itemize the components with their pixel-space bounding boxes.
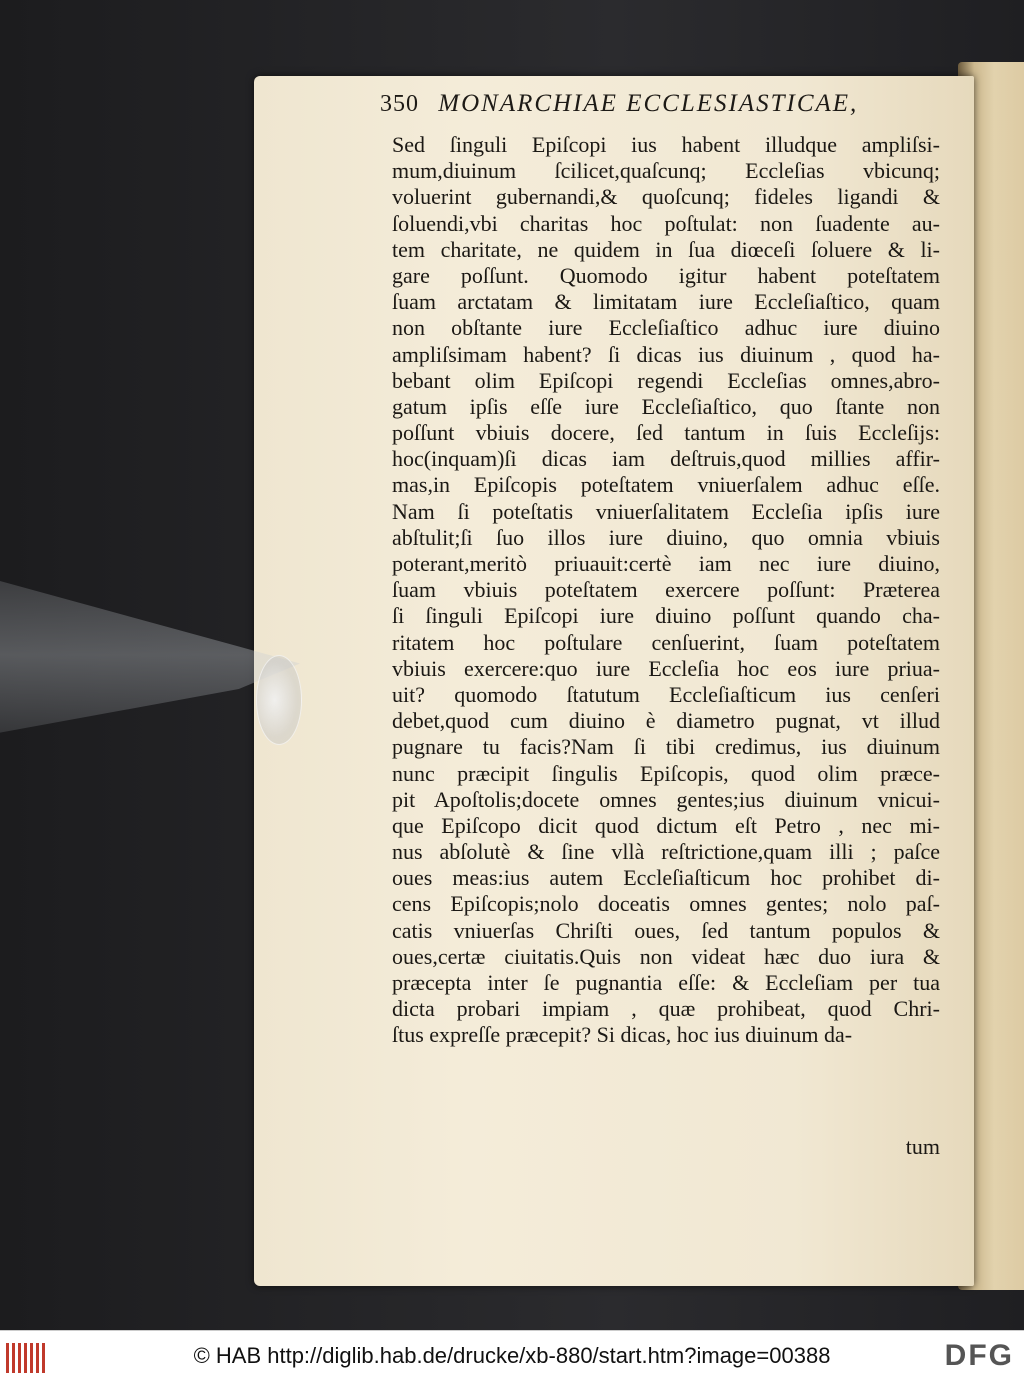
- text-line: bebant olim Epiſcopi regendi Eccleſias omnes,abro-: [392, 367, 940, 393]
- text-line: cens Epiſcopis;nolo doceatis omnes gentes; nolo paſ-: [392, 891, 940, 917]
- catchword: tum: [905, 1134, 940, 1159]
- book-page: [254, 76, 974, 1286]
- text-line: nus abſolutè & ſine vllà reſtrictione,quam illi ; paſce: [392, 839, 940, 865]
- text-line: uit? quomodo ſtatutum Eccleſiaſticum ius cenſeri: [392, 681, 940, 707]
- glass-clamp-tip: [256, 655, 302, 745]
- text-line: præcepta inter ſe pugnantia eſſe: & Eccleſiam per tua: [392, 970, 940, 995]
- text-line: voluerint gubernandi,& quoſcunq; fideles ligandi &: [392, 184, 940, 210]
- text-line: ſi ſinguli Epiſcopi iure diuino poſſunt quando cha-: [392, 603, 940, 629]
- text-line: debet,quod cum diuino è diametro pugnat, vt illud: [392, 708, 940, 734]
- text-line: hoc(inquam)ſi dicas iam deſtruis,quod millies affir-: [392, 446, 940, 472]
- text-line: ſuam arctatam & limitatam iure Eccleſiaſtico, quam: [392, 289, 940, 315]
- text-line: vbiuis exercere:quo iure Eccleſia hoc eos iure priua-: [392, 655, 940, 681]
- page-number: 350: [380, 91, 419, 117]
- text-line: oues,certæ ciuitatis.Quis non videat hæc duo iura &: [392, 943, 940, 969]
- text-line: pit Apoſtolis;docete omnes gentes;ius diuinum vnicui-: [392, 786, 940, 812]
- text-line: oues meas:ius autem Eccleſiaſticum hoc prohibet di-: [392, 865, 940, 891]
- text-line: dicta probari impiam , quæ prohibeat, quod Chri-: [392, 996, 940, 1022]
- running-header: [380, 90, 940, 126]
- text-line: ſuam vbiuis poteſtatem exercere poſſunt: Præterea: [392, 577, 940, 603]
- running-title: MONARCHIAE ECCLESIASTICAE,: [438, 90, 859, 117]
- footer-bar: [0, 1330, 1024, 1385]
- text-line: Sed ſinguli Epiſcopi ius habent illudque ampliſsi-: [392, 132, 940, 157]
- dfg-logo: DFG: [944, 1339, 1014, 1372]
- text-line: abſtulit;ſi ſuo illos iure diuino, quo omnia vbiuis: [392, 524, 940, 550]
- text-line: ſtus expreſſe præcepit? Si dicas, hoc ius diuinum da-: [392, 1022, 853, 1048]
- text-line: non obſtante iure Eccleſiaſtico adhuc iure diuino: [392, 315, 940, 341]
- text-line: ſoluendi,vbi charitas hoc poſtulat: non ſuadente au-: [392, 210, 940, 236]
- text-line: tem charitate, ne quidem in ſua diœceſi ſoluere & li-: [392, 236, 940, 262]
- text-line: que Epiſcopo dicit quod dictum eſt Petro , nec mi-: [392, 812, 940, 838]
- text-line: mum,diuinum ſcilicet,quaſcunq; Eccleſias vbicunq;: [392, 158, 940, 184]
- text-line: mas,in Epiſcopis poteſtatem vniuerſalem adhuc eſſe.: [392, 472, 940, 498]
- text-line: ritatem hoc poſtulare cenſuerint, ſuam poteſtatem: [392, 629, 940, 655]
- text-line: poſſunt vbiuis docere, ſed tantum in ſuis Eccleſijs:: [392, 420, 940, 446]
- copyright-credit: © HAB http://diglib.hab.de/drucke/xb-880/start.htm?image=00388: [193, 1343, 831, 1368]
- text-line: Nam ſi poteſtatis vniuerſalitatem Eccleſia ipſis iure: [392, 498, 940, 524]
- text-line: pugnare tu facis?Nam ſi tibi credimus, ius diuinum: [392, 734, 940, 760]
- text-line: nunc præcipit ſingulis Epiſcopis, quod olim præce-: [392, 760, 940, 786]
- text-line: poterant,meritò priuauit:certè iam nec iure diuino,: [392, 551, 940, 576]
- text-line: catis vniuerſas Chriſti oues, ſed tantum populos &: [392, 917, 940, 943]
- body-text: [392, 132, 940, 1159]
- text-line: ampliſsimam habent? ſi dicas ius diuinum , quod ha-: [392, 341, 940, 367]
- text-line: gare poſſunt. Quomodo igitur habent poteſtatem: [392, 262, 940, 288]
- text-line: gatum ipſis eſſe iure Eccleſiaſtico, quo ſtante non: [392, 393, 940, 419]
